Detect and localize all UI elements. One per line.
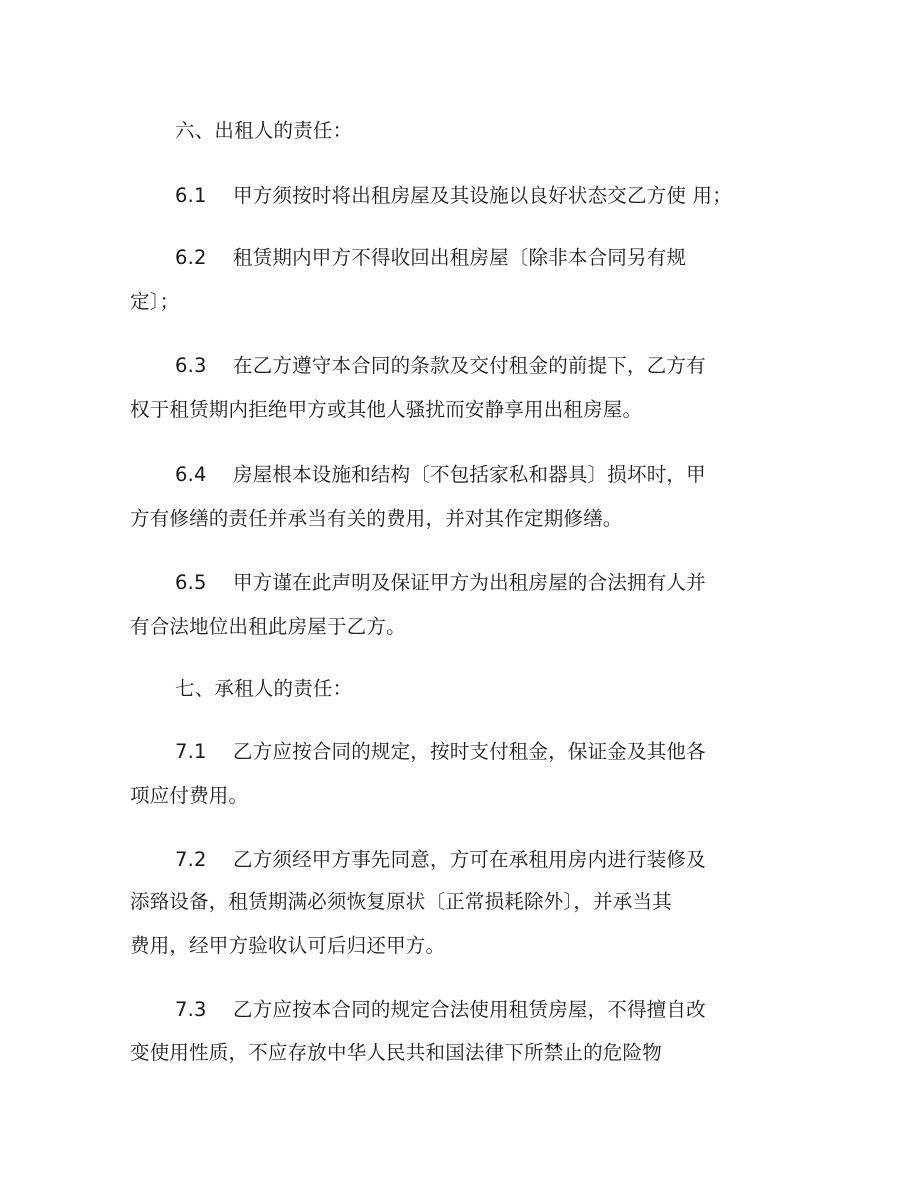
clause-7-2-line-3: 费用，经甲方验收认可后归还甲方。 <box>130 934 446 957</box>
clause-6-2-line-2: 定〕； <box>130 290 180 313</box>
clause-number: 7.2 <box>175 848 207 871</box>
clause-number: 6.4 <box>175 463 207 486</box>
clause-6-5-line-2: 有合法地位出租此房屋于乙方。 <box>130 615 406 638</box>
clause-number: 7.1 <box>175 740 207 763</box>
clause-text: 租赁期内甲方不得收回出租房屋〔除非本合同另有规 <box>233 246 687 269</box>
clause-7-3-line-1 <box>175 997 706 1023</box>
clause-6-5-line-1 <box>175 570 706 596</box>
clause-6-3-line-2: 权于租赁期内拒绝甲方或其他人骚扰而安静享用出租房屋。 <box>130 398 643 421</box>
clause-6-4-line-2: 方有修缮的责任并承当有关的费用，并对其作定期修缮。 <box>130 507 623 530</box>
clause-text: 甲方须按时将出租房屋及其设施以良好状态交乙方使 用； <box>233 184 732 207</box>
clause-6-3-line-1 <box>175 353 706 379</box>
clause-7-1-line-2: 项应付费用。 <box>130 784 249 807</box>
clause-7-2-line-2: 添臵设备，租赁期满必须恢复原状〔正常损耗除外〕，并承当其 <box>130 890 672 913</box>
clause-number: 7.3 <box>175 998 207 1021</box>
clause-text: 房屋根本设施和结构〔不包括家私和器具〕损坏时，甲 <box>233 463 706 486</box>
clause-7-2-line-1 <box>175 847 706 873</box>
clause-7-3-line-2: 变使用性质，不应存放中华人民共和国法律下所禁止的危险物 <box>130 1041 662 1064</box>
clause-number: 6.5 <box>175 571 207 594</box>
section-7-heading: 七、承租人的责任： <box>175 677 353 700</box>
clause-text: 甲方谨在此声明及保证甲方为出租房屋的合法拥有人并 <box>233 571 706 594</box>
clause-6-1-line-1 <box>175 183 732 209</box>
clause-6-4-line-1 <box>175 462 706 488</box>
clause-text: 乙方应按本合同的规定合法使用租赁房屋，不得擅自改 <box>233 998 706 1021</box>
clause-number: 6.3 <box>175 354 207 377</box>
clause-number: 6.2 <box>175 246 207 269</box>
clause-number: 6.1 <box>175 184 207 207</box>
clause-text: 在乙方遵守本合同的条款及交付租金的前提下，乙方有 <box>233 354 706 377</box>
clause-text: 乙方应按合同的规定，按时支付租金，保证金及其他各 <box>233 740 706 763</box>
clause-7-1-line-1 <box>175 739 706 765</box>
clause-6-2-line-1 <box>175 245 686 271</box>
clause-text: 乙方须经甲方事先同意，方可在承租用房内进行装修及 <box>233 848 706 871</box>
section-6-heading: 六、出租人的责任： <box>175 119 353 142</box>
